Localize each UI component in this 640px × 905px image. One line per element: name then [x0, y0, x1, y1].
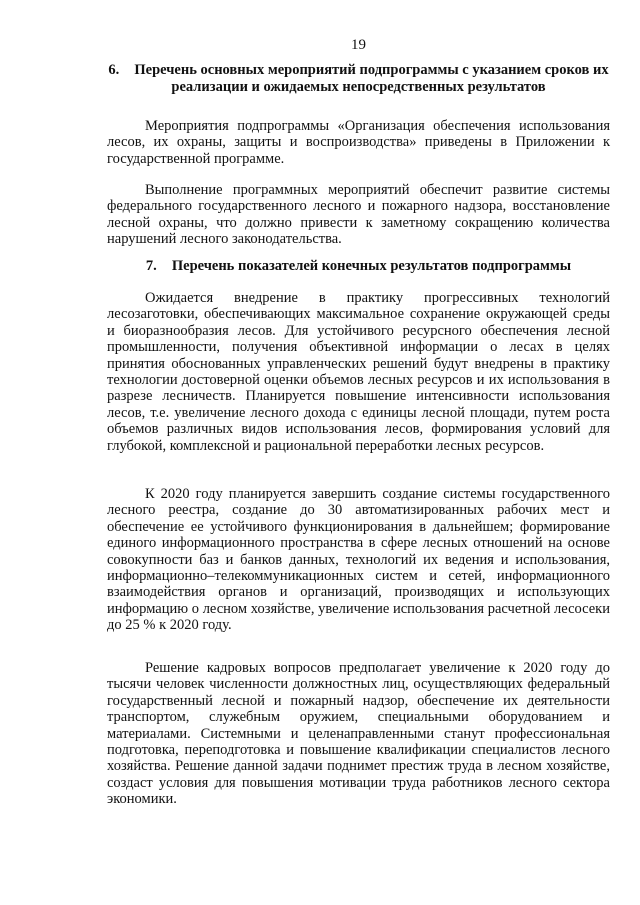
section-7-paragraph-3: Решение кадровых вопросов предполагает увеличение к 2020 году до тысячи человек численности должностных лиц, осуществляющих федеральный государственный лесной и пожарный надзор, обеспечение их деятельности транспортом, служебным оружием, специальными оборудованием и материалами. Системными и целенаправленными станут профессиональная подготовка, переподготовка и повышение квалификации специалистов лесного хозяйства. Решение данной задачи поднимет престиж труда в лесном хозяйстве, создаст условия для повышения мотивации труда работников лесного сектора экономики. [107, 660, 610, 808]
section-6-number: 6. [108, 62, 120, 78]
section-6-paragraph-1: Мероприятия подпрограммы «Организация обеспечения использования лесов, их охраны, защиты и воспроизводства» приведены в Приложении к государственной программе. [107, 118, 610, 167]
section-7-number: 7. [145, 258, 157, 274]
section-6-heading [107, 62, 610, 96]
section-6-paragraph-2: Выполнение программных мероприятий обеспечит развитие системы федерального государственного лесного и пожарного надзора, восстановление лесной охраны, что должно привести к заметному сокращению количества нарушений лесного законодательства. [107, 182, 610, 248]
section-7-title: Перечень показателей конечных результатов подпрограммы [171, 258, 572, 274]
section-7-paragraph-1: Ожидается внедрение в практику прогрессивных технологий лесозаготовки, обеспечивающих максимальное сохранение окружающей среды и биоразнообразия лесов. Для устойчивого ресурсного обеспечения лесной промышленности, получения объективной информации о лесах в целях принятия обоснованных управленческих решений будут внедрены в практику технологии достоверной оценки объемов лесных ресурсов и их использования в разрезе лесничеств. Планируется повышение интенсивности использования лесов, т.е. увеличение лесного дохода с единицы лесной площади, путем роста объемов различных видов использования лесов, формирования условий для глубокой, комплексной и рациональной переработки лесных ресурсов. [107, 290, 610, 454]
page-number: 19 [351, 37, 366, 53]
section-6-title: Перечень основных мероприятий подпрограммы с указанием сроков их реализации и ожидаемых непосредственных результатов [134, 62, 609, 95]
section-7-heading [107, 258, 610, 275]
section-7-paragraph-2: К 2020 году планируется завершить создание системы государственного лесного реестра, создание до 30 автоматизированных рабочих мест и обеспечение ее устойчивого функционирования в дальнейшем; формирование единого информационного пространства в сфере лесных отношений на основе совокупности баз и банков данных, технологий их ведения и использования, информационно–телекоммуникационных систем и сетей, информационного взаимодействия органов и организаций, производящих и использующих информацию о лесном хозяйстве, увеличение использования расчетной лесосеки до 25 % к 2020 году. [107, 486, 610, 634]
